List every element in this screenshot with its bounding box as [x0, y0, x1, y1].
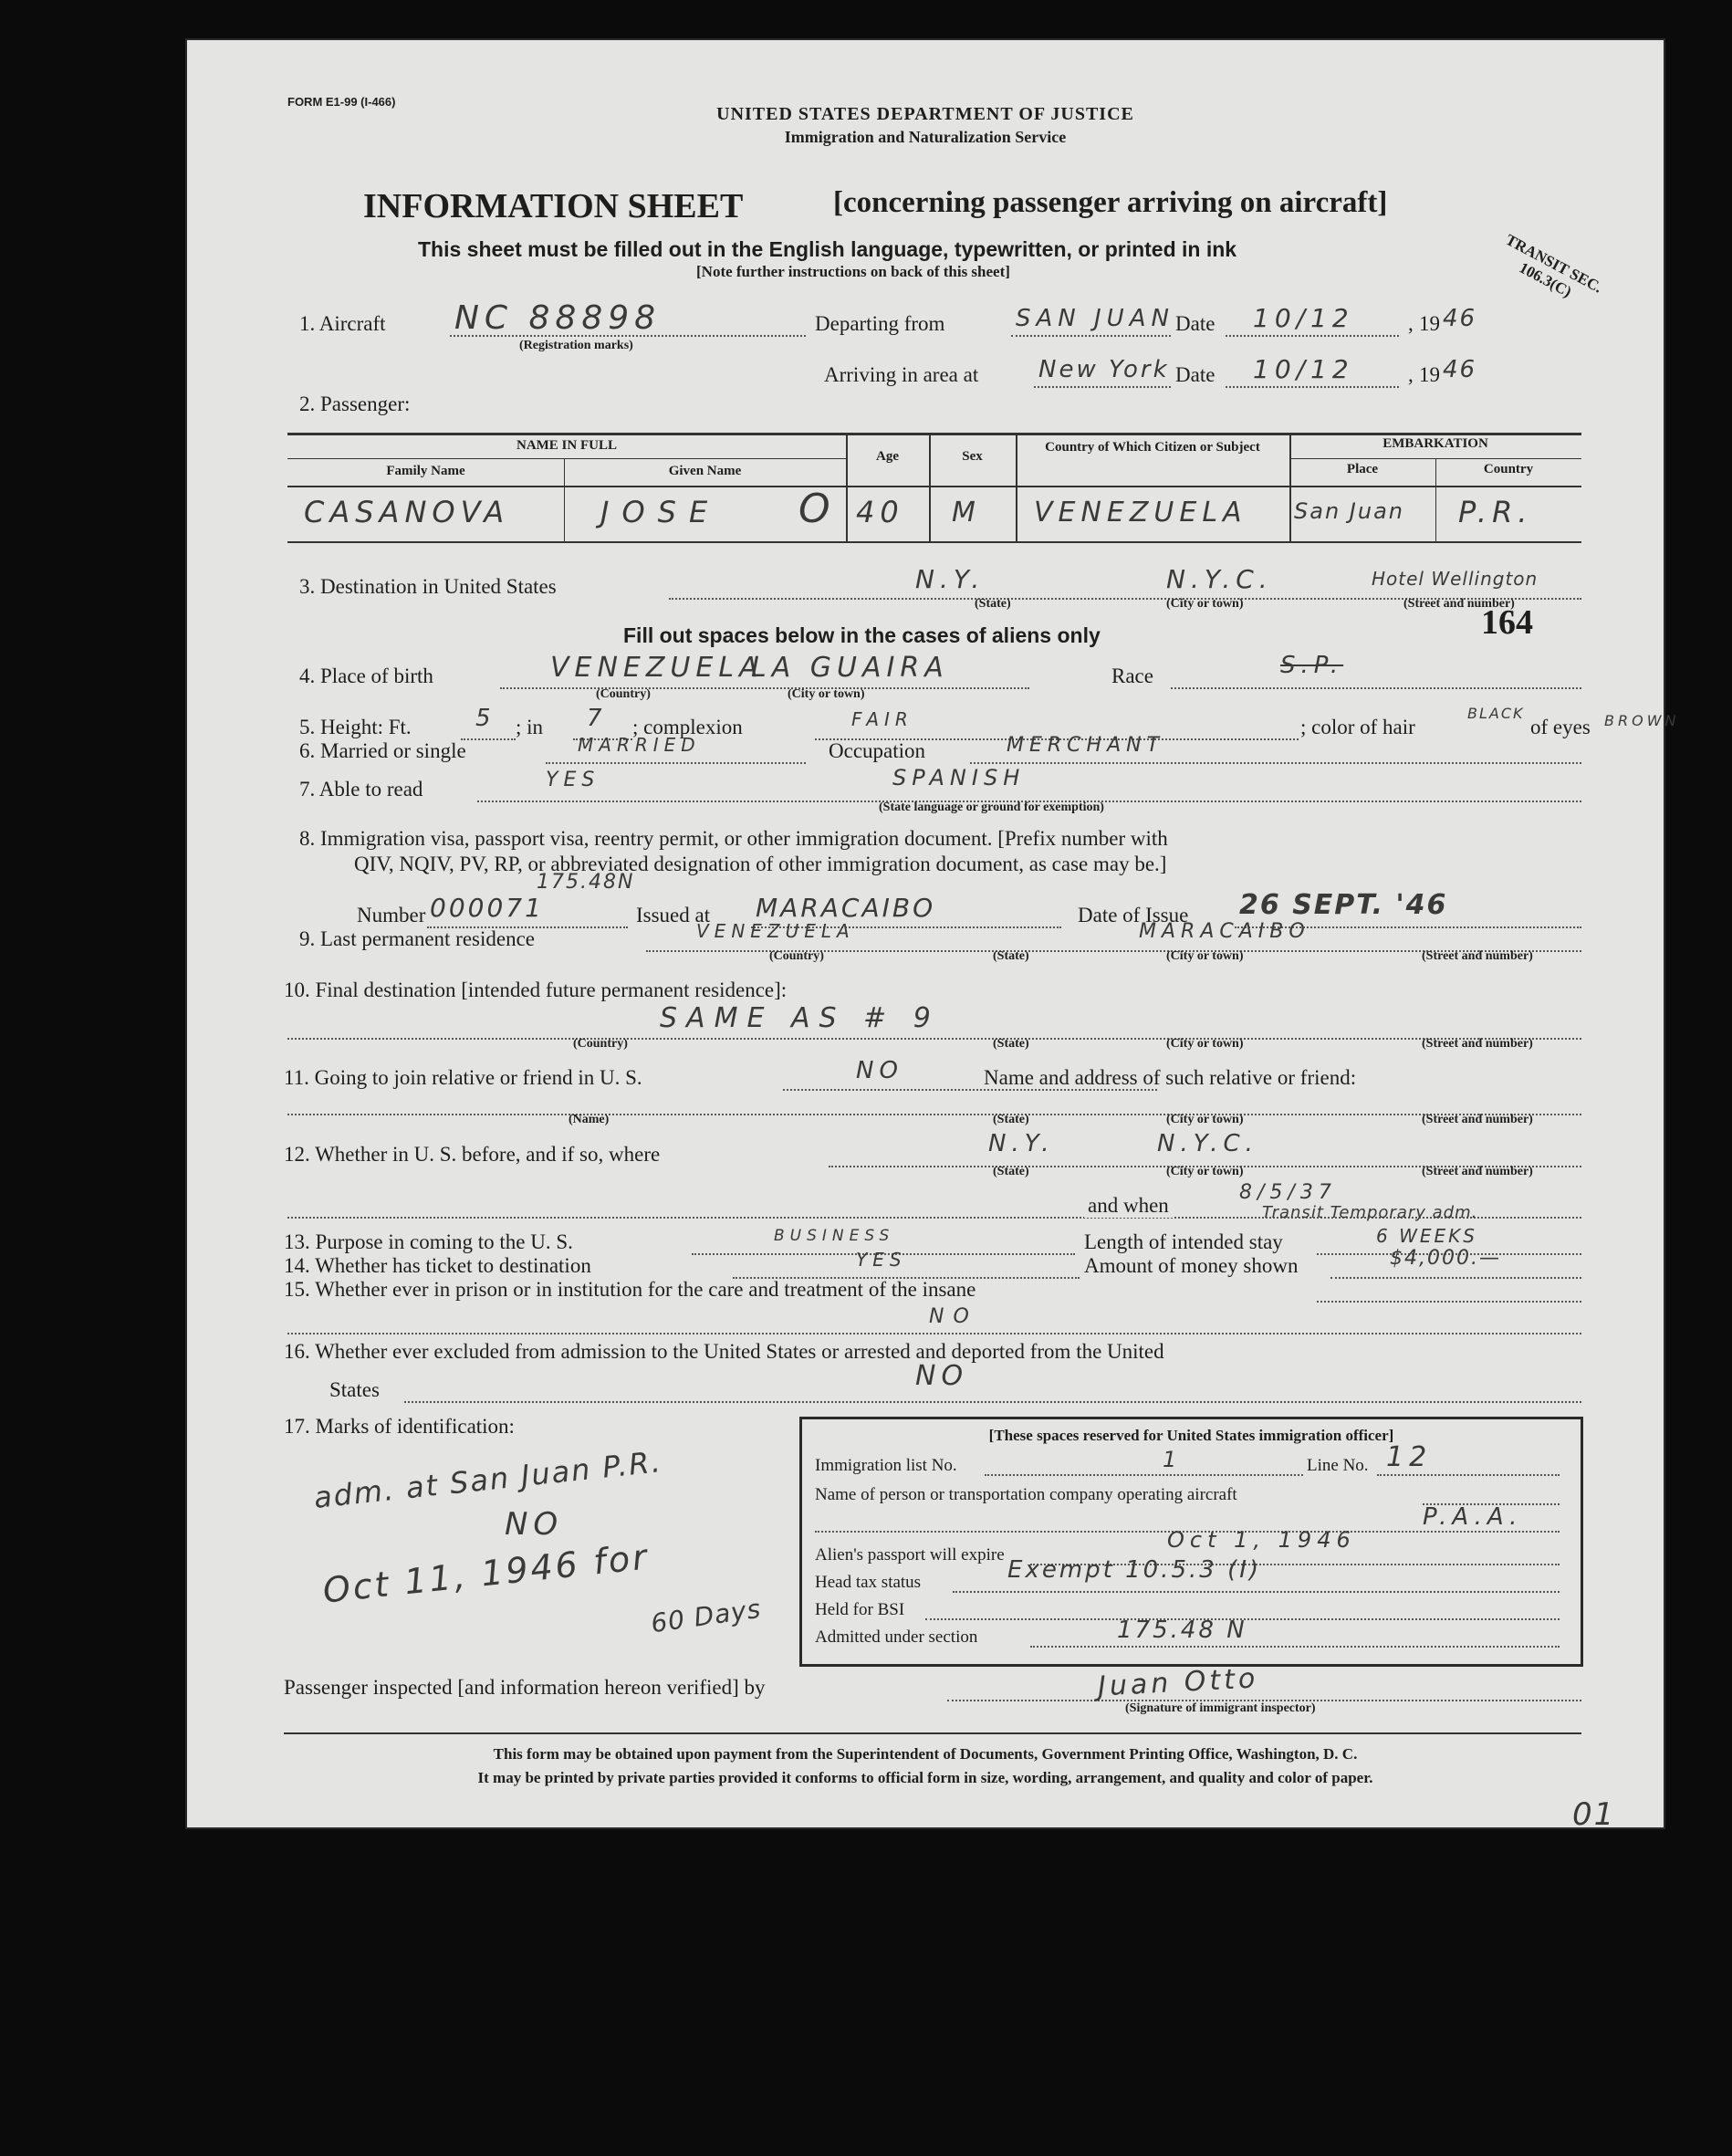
ticket-label: 14. Whether has ticket to destination — [284, 1254, 591, 1277]
final-city-caption: (City or town) — [1166, 1037, 1244, 1051]
relative-name-label: Name and address of such relative or friend: — [984, 1066, 1357, 1089]
birth-country: VENEZUELA — [550, 652, 764, 684]
place-value: San Juan — [1294, 498, 1404, 524]
admitted-value: 175.48 N — [1117, 1617, 1247, 1644]
marks-note4: 60 Days — [649, 1593, 764, 1639]
purpose-value: BUSINESS — [774, 1227, 895, 1245]
complexion-value: FAIR — [851, 708, 913, 730]
place-header: Place — [1346, 462, 1379, 476]
complexion-label: ; complexion — [632, 716, 743, 738]
number-note: 175.48N — [537, 871, 635, 894]
headtax-label: Head tax status — [815, 1573, 922, 1592]
destination-label: 3. Destination in United States — [299, 575, 557, 598]
residence-city-caption: (City or town) — [1166, 949, 1244, 963]
embark-country-value: P.R. — [1458, 495, 1533, 529]
relative-city-caption: (City or town) — [1166, 1113, 1244, 1126]
caption-city: (City or town) — [1166, 597, 1244, 611]
given-name-value: JOSE — [600, 495, 721, 529]
marks-note2: NO — [505, 1506, 564, 1543]
final-state-caption: (State) — [993, 1037, 1029, 1051]
join-relative-label: 11. Going to join relative or friend in U. S. — [284, 1066, 642, 1089]
company-label: Name of person or transportation company operating aircraft — [815, 1485, 1237, 1504]
note-text: [Note further instructions on back of this sheet] — [696, 263, 1010, 280]
destination-state: N.Y. — [915, 564, 986, 594]
departing-label: Departing from — [815, 312, 945, 335]
passport-label: Alien's passport will expire — [815, 1545, 1005, 1565]
citizen-value: VENEZUELA — [1034, 497, 1247, 529]
purpose-label: 13. Purpose in coming to the U. S. — [284, 1230, 573, 1253]
relative-state-caption: (State) — [993, 1113, 1029, 1126]
service-title: Immigration and Naturalization Service — [784, 128, 1067, 146]
issued-label: Issued at — [636, 904, 711, 926]
residence-country: VENEZUELA — [696, 920, 855, 942]
departing-date-label: Date — [1175, 312, 1216, 335]
relative-street-caption: (Street and number) — [1422, 1113, 1533, 1126]
issue-date-label: Date of Issue — [1078, 904, 1189, 926]
caption-state: (State) — [975, 597, 1011, 611]
footer-line1: This form may be obtained upon payment from the Superintendent of Documents, Government Printing Office, Washington, D. C. — [493, 1745, 1358, 1763]
transit-stamp: TRANSIT SEC. 106.3(C) — [1502, 230, 1605, 301]
destination-street: Hotel Wellington — [1372, 568, 1539, 590]
arriving-year-prefix: 19 — [1419, 363, 1440, 386]
previous-visit-city: N.Y.C. — [1157, 1130, 1258, 1157]
read-value: YES — [546, 769, 600, 791]
marital-label: 6. Married or single — [299, 739, 466, 762]
bsi-label: Held for BSI — [815, 1600, 905, 1619]
height-in-label: ; in — [516, 716, 544, 738]
aircraft-label: 1. Aircraft — [299, 312, 386, 335]
residence-city: MARACAIBO — [1139, 920, 1310, 943]
page-title: INFORMATION SHEET — [363, 187, 744, 225]
excluded-line1: 16. Whether ever excluded from admission to the United States or arrested and deported from the United — [284, 1340, 1164, 1363]
arriving-date-label: Date — [1175, 363, 1216, 386]
money-label: Amount of money shown — [1084, 1254, 1299, 1277]
page-number: 164 — [1481, 603, 1533, 642]
previous-street-caption: (Street and number) — [1422, 1165, 1533, 1178]
residence-street-caption: (Street and number) — [1422, 949, 1533, 963]
line-no-value: 12 — [1386, 1441, 1433, 1473]
issued-value: MARACAIBO — [756, 893, 936, 923]
name-in-full-header: NAME IN FULL — [516, 438, 617, 453]
marital-value: MARRIED — [578, 734, 701, 756]
list-no-label: Immigration list No. — [815, 1456, 957, 1475]
visa-line1: 8. Immigration visa, passport visa, reentry permit, or other immigration document. [Prefix number with — [299, 827, 1168, 850]
ticket-value: YES — [856, 1249, 907, 1271]
signature-caption: (Signature of immigrant inspector) — [1125, 1701, 1316, 1715]
marks-label: 17. Marks of identification: — [284, 1415, 515, 1438]
stay-value: 6 WEEKS — [1376, 1225, 1477, 1247]
occupation-value: MERCHANT — [1007, 734, 1165, 757]
company-value: P.A.A. — [1423, 1503, 1523, 1531]
sex-value: M — [952, 497, 981, 529]
excluded-value: NO — [915, 1360, 969, 1392]
birth-city-caption: (City or town) — [788, 687, 865, 701]
residence-label: 9. Last permanent residence — [299, 927, 535, 950]
arriving-year: 46 — [1443, 356, 1477, 383]
birth-country-caption: (Country) — [596, 687, 651, 701]
form-number: FORM E1-99 (I-466) — [287, 95, 396, 109]
height-ft: 5 — [475, 705, 496, 732]
corner-number: 01 — [1572, 1796, 1616, 1833]
relative-name-caption: (Name) — [569, 1113, 610, 1126]
family-name-header: Family Name — [386, 464, 465, 478]
and-when-label: and when — [1084, 1194, 1173, 1218]
initial-value: O — [798, 486, 836, 532]
departing-value: SAN JUAN — [1016, 305, 1174, 332]
aircraft-caption: (Registration marks) — [519, 339, 633, 352]
stay-label: Length of intended stay — [1084, 1230, 1283, 1253]
final-destination-value: SAME AS # 9 — [660, 1002, 940, 1034]
form-sheet: FORM E1-99 (I-466) UNITED STATES DEPARTMENT OF JUSTICE Immigration and Naturalization Service INFORMATION SHEET [concerning passenger arriving on aircraft] This sheet must be filled out in the English language, typewritten, or printed in ink [Note further instructions on back of this sheet] TRANSIT SEC. 106.3(C) 1. Aircraft NC 88898 (Registration marks) Departing from SAN JUAN Date 10/12 , 19 46 Arriving in area at New York Date 10/12 , 19 46 2. Passenger: NAME IN FULL Family Name Given Name Age Sex Country of Which Citizen or Subject EMBARKATION Place Country CASANOVA JOSE O 40 M VENEZUELA San Juan P.R. 3. Destination in United States N.Y. N.Y.C. Hotel Wellington (State) (City or town) (Street and number) 164 Fill out spaces below in the cases of aliens only 4. Place of birth VENEZUELA LA GUAIRA (Country) (City or town) Race S.P. 5. Height: Ft. 5 ; in 7 ; complexion FAIR ; color of hair BLACK of eyes BROWN 6. Married or single MARRIED Occupation MERCHANT 7. Able to read YES SPANISH (State language or ground for exemption) 8. Immigration visa, passport visa, reentry permit, or other immigration document. [Prefix number with QIV, NQIV, PV, RP, or abbreviated designation of other immigration document, as case may be.] Number 000071 175.48N Issued at MARACAIBO Date of Issue 26 SEPT. '46 9. Last permanent residence VENEZUELA MARACAIBO (Country) (State) (City or town) (Street and number) 10. Final destination [intended future permanent residence]: SAME AS # 9 (Country) (State) (City or town) (Street and number) 11. Going to join relative or friend in U. S. NO Name and address of such relative or friend: (Name) (State) (City or town) (Street and number) 12. Whether in U. S. before, and if so, where N.Y. N.Y.C. (State) (City or town) (Street and number) and when 8/5/37 Transit Temporary adm. 13. Purpose in coming to the U. S. BUSINESS Length of intended stay 6 WEEKS 14. Whether has ticket to destination YES Amount of money shown $4,000.— 15. Whether ever in prison or in institution for the care and treatment of the insane NO 16. Whether ever excluded from admission to the United States or arrested and deported from the United States NO 17. Marks of identification: adm. at San Juan P.R. NO Oct 11, 1946 for 60 Days [These spaces reserved for United States immigration officer] Immigration list No. 1 Line No. 12 Name of person or transportation company operating aircraft P.A.A. Oct 1, 1946 Alien's passport will expire Head tax status Exempt 10.5.3 (I) Held for BSI Admitted under section 175.48 N Passenger inspected [and information hereon verified] by Juan Otto (Signature of immigrant inspector) This form may be obtained upon payment from the Superintendent of Documents, Government Printing Office, Washington, D. C. It may be printed by private parties provided it conforms to official form in size, wording, arrangement, and quality and color of paper. 01 — [185, 38, 1665, 1829]
prison-value: NO — [929, 1305, 978, 1328]
excluded-line2: States — [329, 1378, 380, 1401]
number-value: 000071 — [430, 893, 544, 923]
aliens-only-heading: Fill out spaces below in the cases of aliens only — [623, 623, 1101, 647]
department-title: UNITED STATES DEPARTMENT OF JUSTICE — [716, 104, 1134, 124]
inspector-signature: Juan Otto — [1097, 1662, 1260, 1703]
inspected-label: Passenger inspected [and information hereon verified] by — [284, 1676, 766, 1699]
hair-value: BLACK — [1467, 705, 1525, 722]
arriving-value: New York — [1038, 356, 1170, 383]
country-header: Country — [1483, 462, 1534, 476]
final-destination-label: 10. Final destination [intended future permanent residence]: — [284, 979, 788, 1001]
departing-date: 10/12 — [1253, 303, 1354, 333]
previous-city-caption: (City or town) — [1166, 1165, 1244, 1178]
footer-line2: It may be printed by private parties provided it conforms to official form in size, wording, arrangement, and quality and color of paper. — [477, 1769, 1373, 1786]
family-name-value: CASANOVA — [304, 495, 510, 529]
previous-visit-label: 12. Whether in U. S. before, and if so, where — [284, 1143, 661, 1166]
eyes-value: BROWN — [1604, 712, 1680, 729]
hair-label: ; color of hair — [1300, 716, 1415, 738]
line-no-label: Line No. — [1304, 1456, 1372, 1476]
departing-year-prefix: 19 — [1419, 312, 1440, 335]
headtax-value: Exempt 10.5.3 (I) — [1007, 1556, 1262, 1584]
money-value: $4,000.— — [1390, 1247, 1501, 1270]
given-name-header: Given Name — [668, 464, 742, 478]
marks-note1: adm. at San Juan P.R. — [312, 1444, 664, 1515]
residence-state-caption: (State) — [993, 949, 1029, 963]
previous-visit-state: N.Y. — [988, 1130, 1055, 1157]
marks-note3: Oct 11, 1946 for — [320, 1536, 652, 1611]
final-country-caption: (Country) — [573, 1037, 628, 1051]
read-language: SPANISH — [892, 765, 1026, 790]
arriving-date: 10/12 — [1253, 354, 1354, 384]
occupation-label: Occupation — [829, 739, 926, 762]
officer-box-header: [These spaces reserved for United States immigration officer] — [988, 1427, 1394, 1444]
departing-year: 46 — [1443, 305, 1477, 332]
join-relative-value: NO — [856, 1057, 903, 1084]
embarkation-header: EMBARKATION — [1382, 436, 1488, 451]
final-street-caption: (Street and number) — [1422, 1037, 1533, 1051]
and-when-note: Transit Temporary adm. — [1262, 1203, 1478, 1222]
race-value: S.P. — [1280, 652, 1344, 679]
race-label: Race — [1111, 665, 1153, 687]
age-header: Age — [876, 449, 899, 464]
read-label: 7. Able to read — [299, 778, 423, 801]
arriving-label: Arriving in area at — [824, 363, 979, 386]
destination-city: N.Y.C. — [1166, 564, 1273, 594]
citizen-header: Country of Which Citizen or Subject — [1045, 440, 1260, 455]
previous-state-caption: (State) — [993, 1165, 1029, 1178]
number-label: Number — [357, 904, 426, 926]
height-label: 5. Height: Ft. — [299, 716, 412, 738]
instruction-text: This sheet must be filled out in the English language, typewritten, or printed in ink — [418, 237, 1237, 261]
admitted-label: Admitted under section — [815, 1627, 978, 1647]
eyes-label: of eyes — [1530, 716, 1591, 738]
aircraft-value: NC 88898 — [454, 299, 662, 337]
passport-value: Oct 1, 1946 — [1167, 1527, 1356, 1553]
height-in: 7 — [587, 705, 608, 732]
page-subtitle: [concerning passenger arriving on aircraft] — [833, 186, 1388, 219]
issue-date-value: 26 SEPT. '46 — [1239, 889, 1448, 921]
and-when-value: 8/5/37 — [1239, 1181, 1337, 1204]
age-value: 40 — [856, 495, 904, 529]
read-caption: (State language or ground for exemption) — [879, 801, 1104, 814]
officer-box — [799, 1417, 1583, 1667]
birthplace-label: 4. Place of birth — [299, 665, 433, 687]
caption-street: (Street and number) — [1403, 597, 1515, 611]
passenger-label: 2. Passenger: — [299, 392, 411, 415]
visa-line2: QIV, NQIV, PV, RP, or abbreviated designation of other immigration document, as case may be.] — [354, 853, 1167, 875]
residence-country-caption: (Country) — [769, 949, 824, 963]
prison-label: 15. Whether ever in prison or in institution for the care and treatment of the insane — [284, 1278, 976, 1301]
list-no-value: 1 — [1163, 1447, 1183, 1472]
birth-city: LA GUAIRA — [751, 652, 949, 684]
sex-header: Sex — [962, 449, 983, 464]
